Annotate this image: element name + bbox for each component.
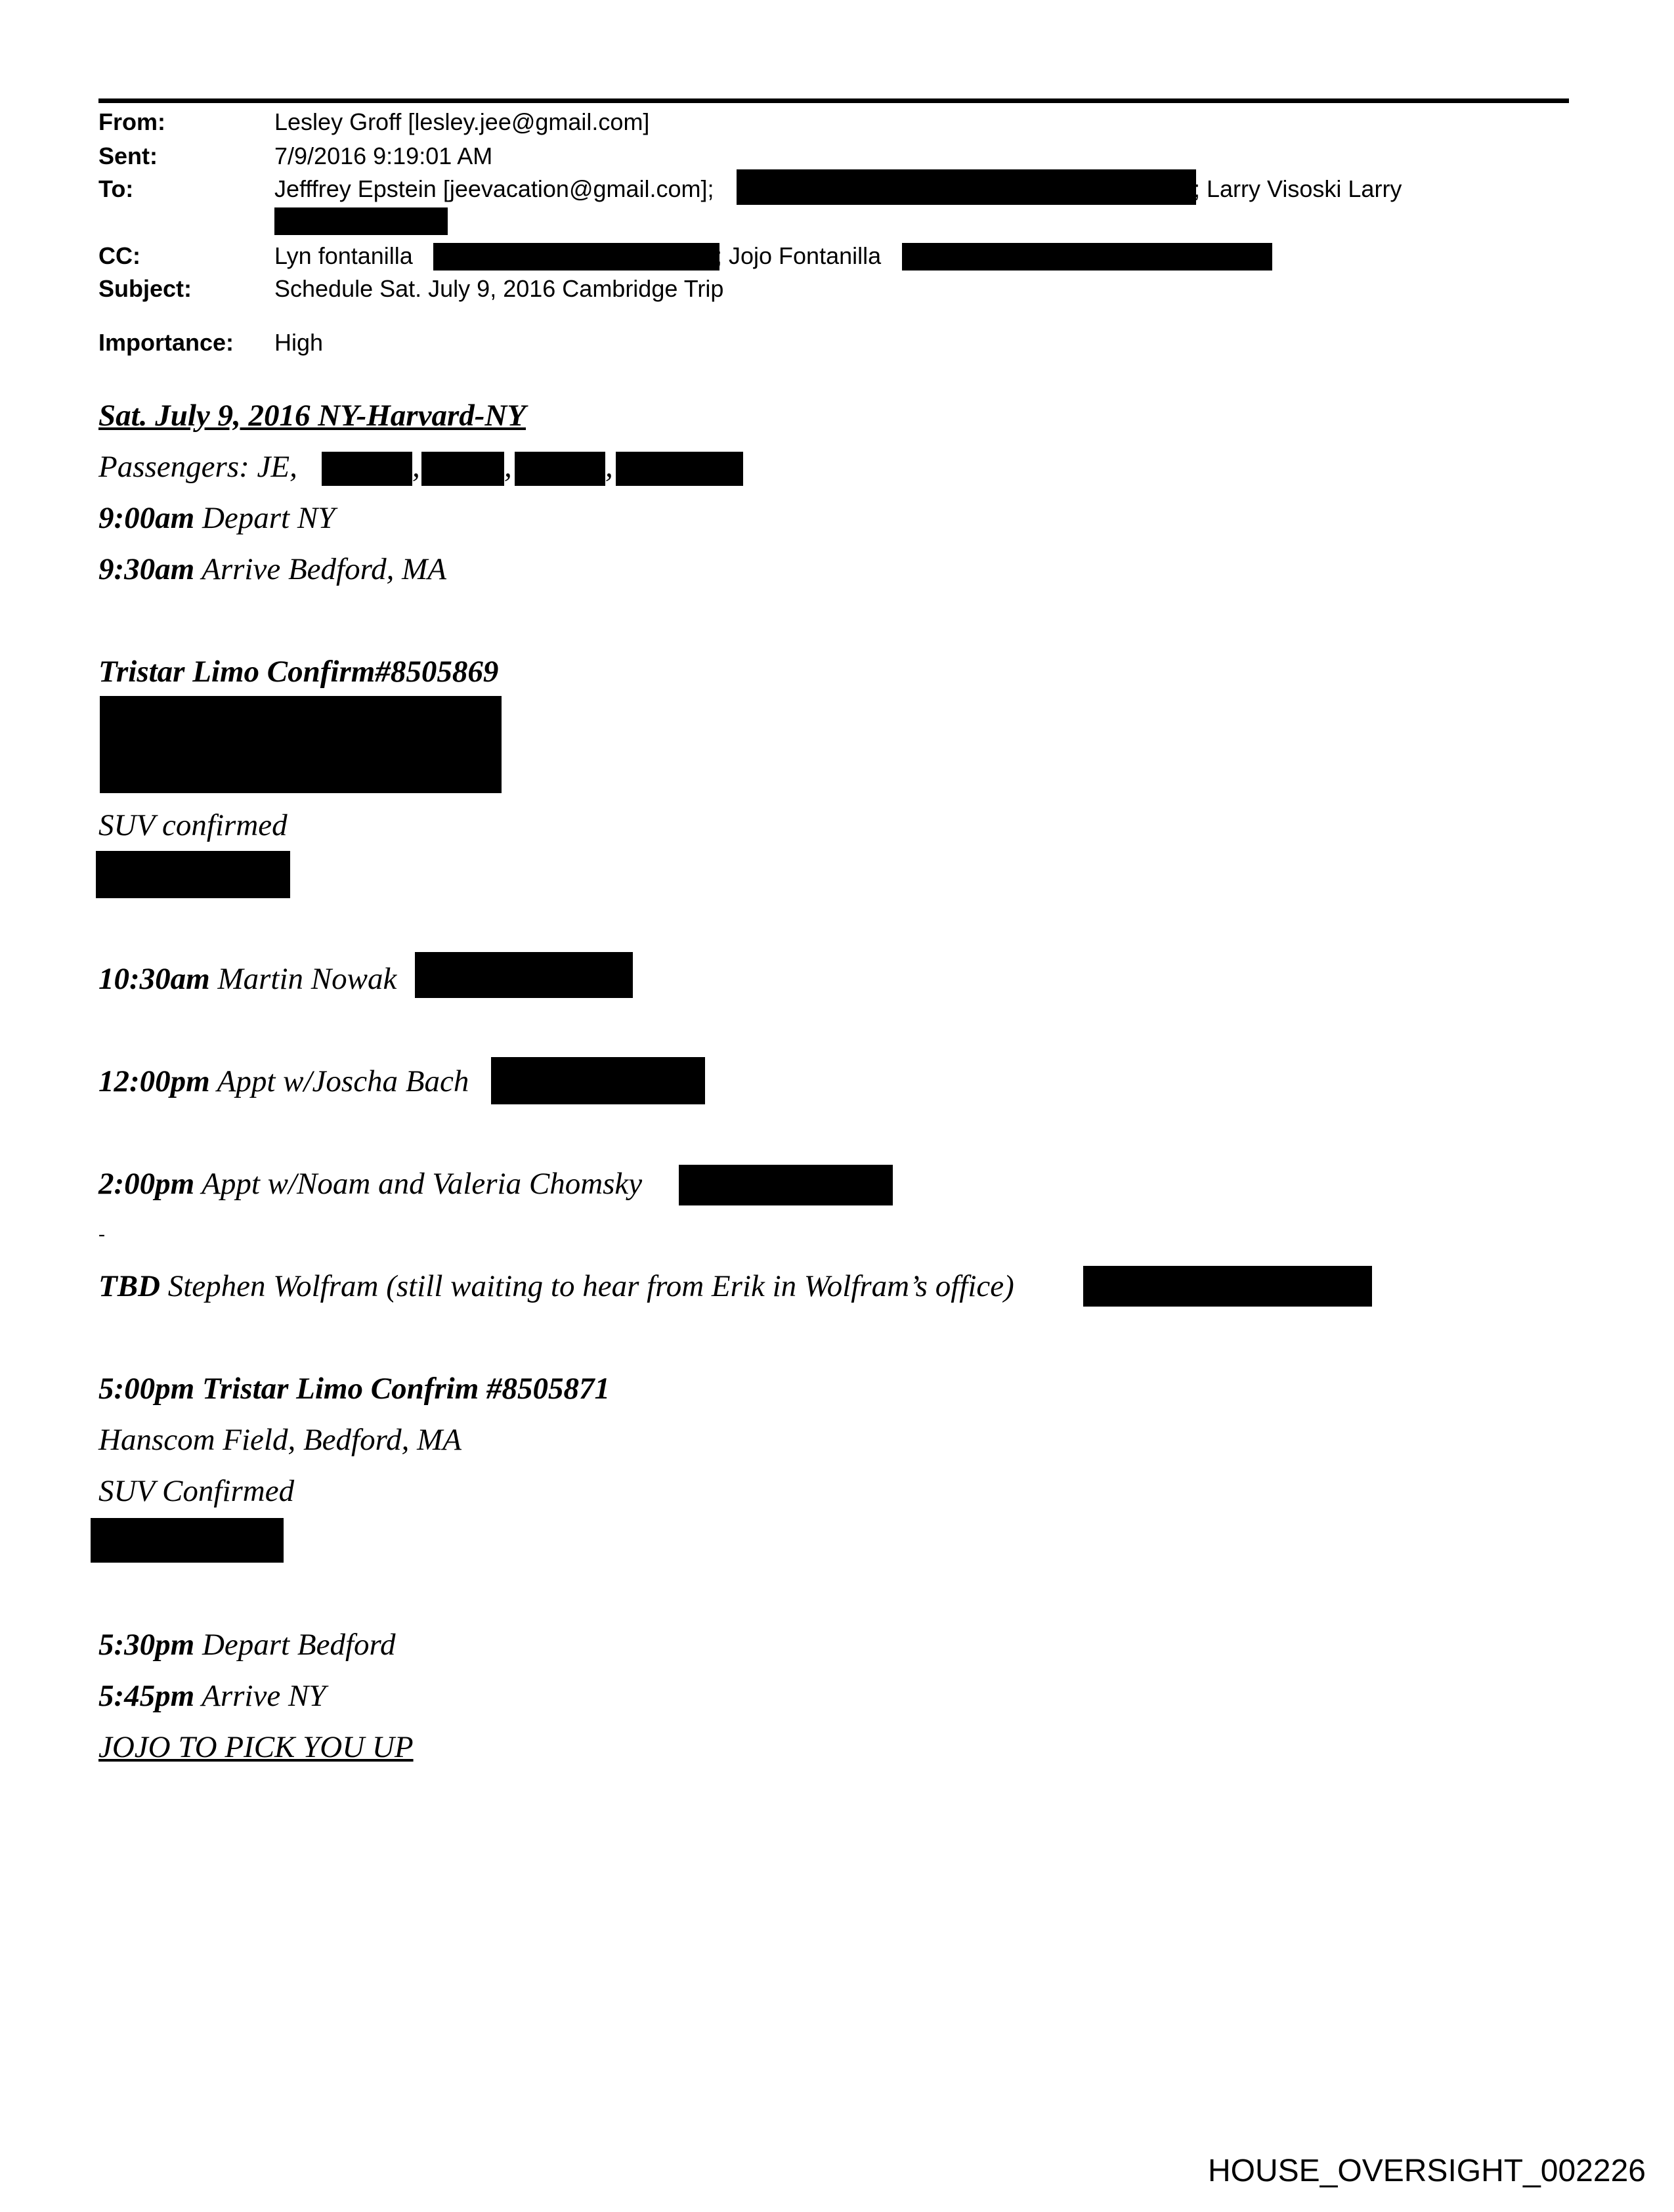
bates-number: HOUSE_OVERSIGHT_002226 (1208, 2154, 1646, 2188)
item-text: Arrive Bedford, MA (194, 552, 446, 586)
item-time: 2:00pm (98, 1167, 195, 1201)
item-time: 12:00pm (98, 1064, 210, 1098)
to-redaction-2 (274, 207, 448, 235)
item-text: Stephen Wolfram (still waiting to hear from Erik in Wolfram’s office) (160, 1269, 1014, 1303)
passenger-redaction-3 (515, 452, 605, 486)
to-value-primary: Jefffrey Epstein [jeevacation@gmail.com]; (274, 175, 714, 202)
suv-redaction-1 (96, 851, 290, 898)
sent-value: 7/9/2016 9:19:01 AM (274, 142, 493, 169)
nowak-redaction (415, 952, 633, 998)
suv-redaction-2 (91, 1518, 284, 1563)
limo-confirm-2: 5:00pm Tristar Limo Confrim #8505871 (98, 1372, 611, 1406)
item-text: Appt w/Joscha Bach (209, 1064, 469, 1098)
item-text: Martin Nowak (209, 962, 397, 996)
pickup-location: Hanscom Field, Bedford, MA (98, 1423, 462, 1457)
from-label: From: (98, 108, 165, 135)
schedule-item-chomsky (98, 1165, 642, 1203)
to-label: To: (98, 175, 134, 202)
bach-redaction (491, 1057, 705, 1104)
limo-redaction-1 (100, 696, 502, 793)
item-time: 10:30am (98, 962, 210, 996)
schedule-heading: Sat. July 9, 2016 NY-Harvard-NY (98, 399, 526, 433)
cc-redaction (433, 243, 719, 271)
item-time: 9:00am (98, 501, 195, 535)
cc-value-secondary: ; Jojo Fontanilla (716, 242, 882, 269)
passengers-line (98, 448, 297, 486)
closing-note: JOJO TO PICK YOU UP (98, 1730, 414, 1764)
passenger-redaction-1 (322, 452, 412, 486)
to-value-secondary: ; Larry Visoski Larry (1193, 175, 1402, 202)
subject-value: Schedule Sat. July 9, 2016 Cambridge Trip (274, 275, 724, 302)
passenger-redaction-2 (421, 452, 504, 486)
chomsky-redaction (679, 1165, 893, 1205)
suv-confirmed-1: SUV confirmed (98, 808, 288, 842)
sent-label: Sent: (98, 142, 158, 169)
stray-dash: - (98, 1223, 105, 1245)
schedule-item-bach (98, 1062, 469, 1100)
passenger-redaction-4 (616, 452, 743, 486)
passenger-separator-2: , (504, 450, 512, 484)
item-text: Depart Bedford (194, 1628, 396, 1662)
suv-confirmed-2: SUV Confirmed (98, 1474, 295, 1508)
item-time: 5:30pm (98, 1628, 195, 1662)
schedule-item-arrive-ny (98, 1677, 326, 1715)
item-text: Appt w/Noam and Valeria Chomsky (194, 1167, 643, 1201)
schedule-item-wolfram (98, 1267, 1014, 1305)
header-rule (98, 98, 1569, 103)
schedule-item-nowak (98, 960, 397, 998)
passenger-separator-1: , (412, 450, 420, 484)
cc-value-primary: Lyn fontanilla (274, 242, 413, 269)
item-text: Arrive NY (194, 1679, 326, 1713)
importance-value: High (274, 329, 324, 356)
schedule-item-arrive-bedford (98, 550, 446, 588)
item-text: Depart NY (194, 501, 335, 535)
subject-label: Subject: (98, 275, 192, 302)
cc-label: CC: (98, 242, 140, 269)
item-time: 9:30am (98, 552, 195, 586)
wolfram-redaction (1083, 1266, 1372, 1307)
passenger-separator-3: , (605, 450, 613, 484)
limo-confirm-1: Tristar Limo Confirm#8505869 (98, 655, 499, 689)
from-value: Lesley Groff [lesley.jee@gmail.com] (274, 108, 650, 135)
to-redaction (737, 169, 1196, 205)
item-time: 5:45pm (98, 1679, 195, 1713)
item-time: TBD (98, 1269, 160, 1303)
schedule-item-depart-bedford (98, 1626, 396, 1664)
cc-redaction-2 (902, 243, 1272, 271)
passengers-label: Passengers: JE, (98, 450, 297, 484)
schedule-item-depart-ny (98, 499, 335, 537)
importance-label: Importance: (98, 329, 234, 356)
